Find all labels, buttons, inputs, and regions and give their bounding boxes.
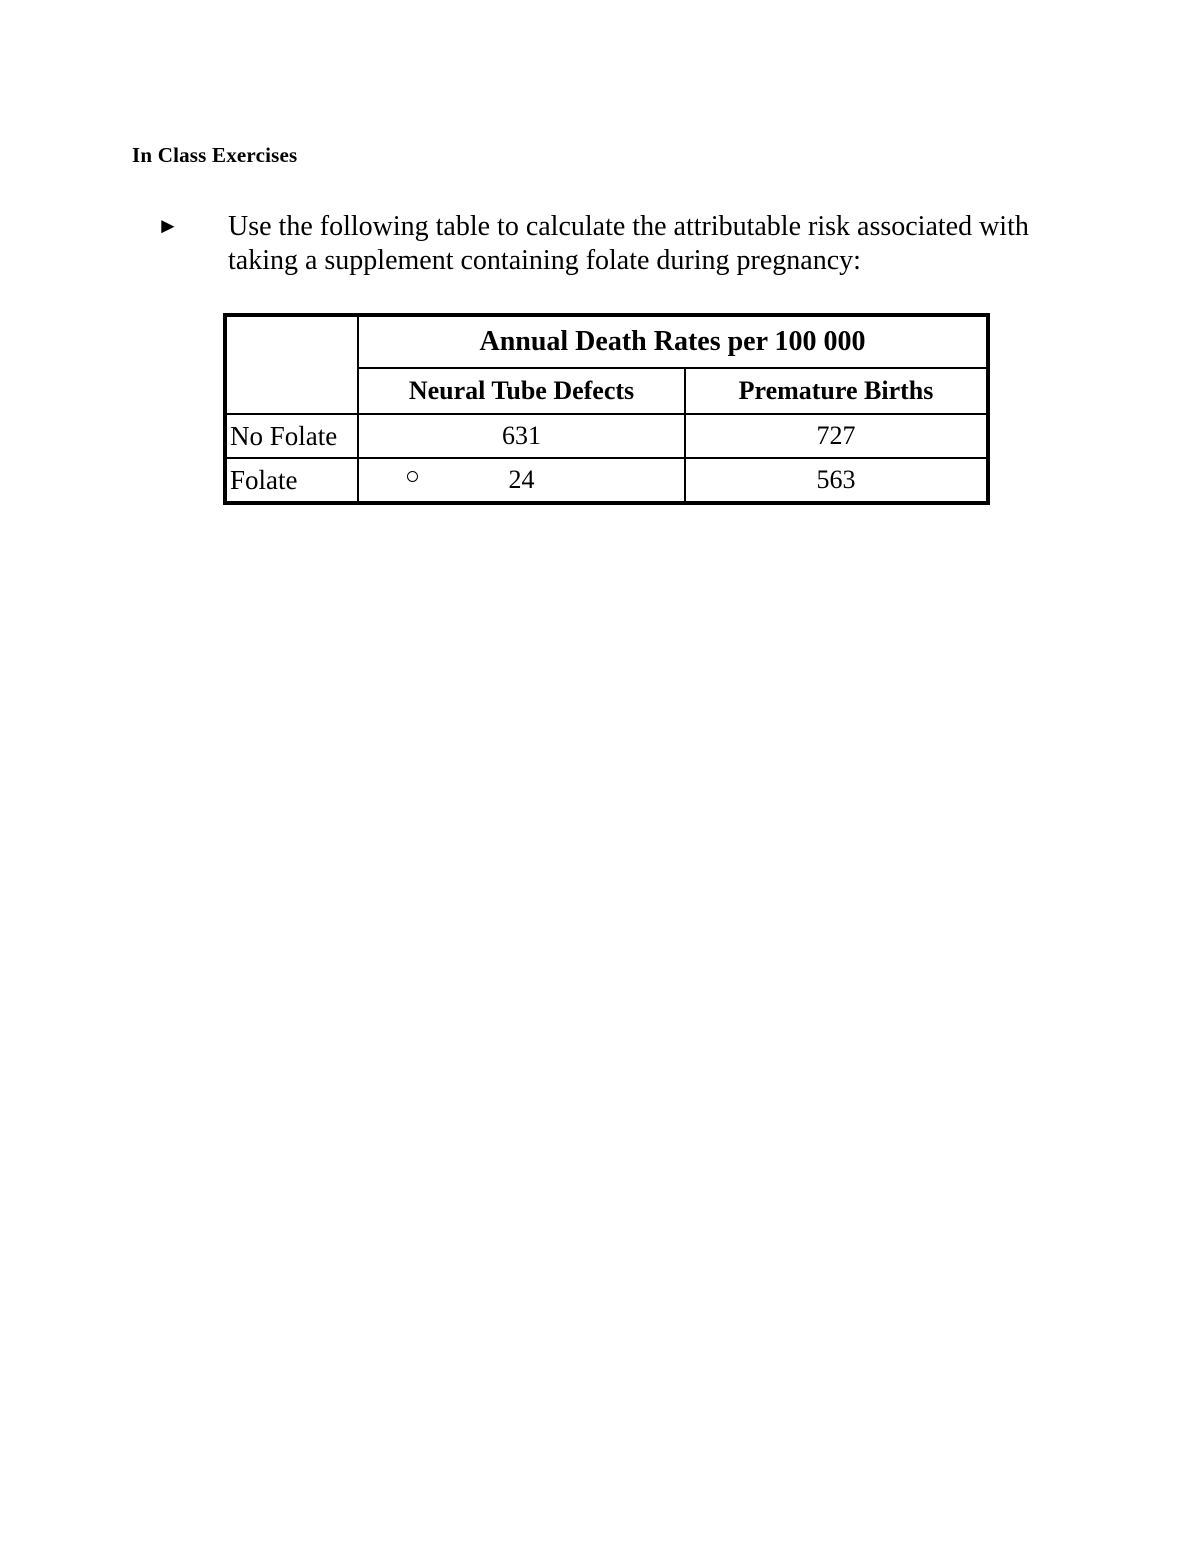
cell-no-folate-premature: 727 [685,414,988,458]
instructions-text: Use the following table to calculate the attributable risk associated with taking a supplement containing folate during pregnancy: [228,211,1029,276]
table-corner-cell [225,315,358,414]
cell-no-folate-neural-tube: 631 [358,414,685,458]
cell-folate-neural-tube-wrapper [358,458,685,503]
table-header-row [225,315,988,368]
death-rates-table [223,313,990,505]
column-header-premature-births: Premature Births [685,368,988,414]
cell-folate-premature: 563 [685,458,988,503]
table-row [225,414,988,458]
cell-folate-neural-tube-container [359,465,684,495]
bullet-arrow-icon: ► [157,213,179,238]
row-label-no-folate: No Folate [225,414,358,458]
column-header-neural-tube-defects: Neural Tube Defects [358,368,685,414]
table-group-header: Annual Death Rates per 100 000 [358,315,988,368]
row-label-folate: Folate [225,458,358,503]
circle-mark-icon [407,471,418,482]
table-row [225,458,988,503]
page-heading: In Class Exercises [132,143,298,167]
cell-folate-neural-tube: 24 [508,465,535,494]
